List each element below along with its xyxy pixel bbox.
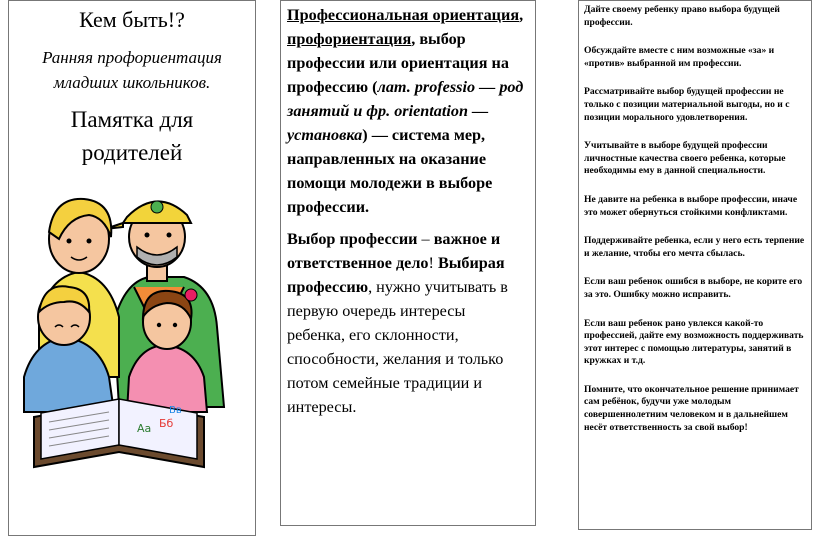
cover-memo-heading bbox=[9, 103, 255, 169]
book-letter-a: Аа bbox=[137, 422, 152, 435]
tip-item: Помните, что окончательное решение принимает сам ребёнок, будучи уже молодым совершеннолетним человеком и в дальнейшем несёт ответственность за свой выбор! bbox=[584, 383, 799, 433]
choice-exclamation: ! bbox=[428, 254, 434, 272]
tip-item: Обсуждайте вместе с ним возможные «за» и «против» выбранной им профессии. bbox=[584, 45, 775, 69]
family-reading-illustration bbox=[19, 177, 229, 477]
definition-text bbox=[287, 3, 527, 419]
tips-panel bbox=[578, 0, 812, 530]
cover-subtitle-line1: Ранняя профориентация bbox=[42, 48, 222, 67]
tip-item: Если ваш ребенок рано увлекся какой-то профессией, дайте ему возможность поддерживать этот интерес с помощью литературы, занятий в кружках и т.д. bbox=[584, 317, 804, 367]
tip-item: Дайте своему ребенку право выбора будущей профессии. bbox=[584, 4, 780, 28]
tip-item: Рассматривайте выбор будущей профессии не только с позиции материальной выгоды, но и с позиции морального удовлетворения. bbox=[584, 86, 790, 123]
definition-panel bbox=[280, 0, 536, 526]
definition-end: ) — система мер, направленных на оказание помощи молодежи в выборе профессии. bbox=[287, 126, 493, 216]
term-professional-orientation: Профессиональная ориентация bbox=[287, 6, 520, 24]
cover-title: Кем быть!? bbox=[79, 7, 185, 32]
choice-bold: Выбор профессии bbox=[287, 230, 418, 248]
tip-item: Поддерживайте ребенка, если у него есть терпение и желание, чтобы его мечта сбылась. bbox=[584, 235, 805, 259]
cover-panel bbox=[8, 0, 256, 536]
comma-separator: , bbox=[519, 6, 524, 24]
choice-important: важное и ответственное дело bbox=[287, 230, 501, 272]
choosing-rest: , нужно учитывать в первую очередь интересы ребенка, его склонности, способности, желания и только потом семейные традиции и интересы. bbox=[287, 278, 508, 416]
term-proforientation: профориентация bbox=[287, 30, 412, 48]
cover-subtitle bbox=[9, 45, 255, 95]
tip-item: Если ваш ребенок ошибся в выборе, не корите его за это. Ошибку можно исправить. bbox=[584, 276, 803, 300]
choice-dash: – bbox=[417, 230, 434, 248]
choosing-bold: Выбирая профессию bbox=[287, 254, 505, 296]
choice-paragraph bbox=[287, 227, 527, 419]
tip-item: Учитывайте в выборе будущей профессии личностные качества своего ребенка, которые необходимы ему в данной специальности. bbox=[584, 140, 786, 177]
open-book bbox=[34, 399, 204, 467]
cover-memo-line1: Памятка для bbox=[70, 107, 194, 132]
book-letter-v: Вв bbox=[169, 405, 182, 416]
tip-item: Не давите на ребенка в выборе профессии, иначе это может обернуться стойкими конфликтами. bbox=[584, 193, 798, 218]
tips-list bbox=[584, 4, 806, 450]
definition-middle: , выбор профессии или ориентация на профессию ( bbox=[287, 30, 509, 96]
book-letter-b: Бб bbox=[159, 417, 174, 430]
cover-subtitle-line2: младших школьников. bbox=[53, 73, 211, 92]
definition-latin: лат. professio — род занятий и фр. orientation — установка bbox=[287, 78, 524, 144]
cover-memo-line2: родителей bbox=[81, 140, 183, 165]
definition-paragraph bbox=[287, 3, 527, 219]
